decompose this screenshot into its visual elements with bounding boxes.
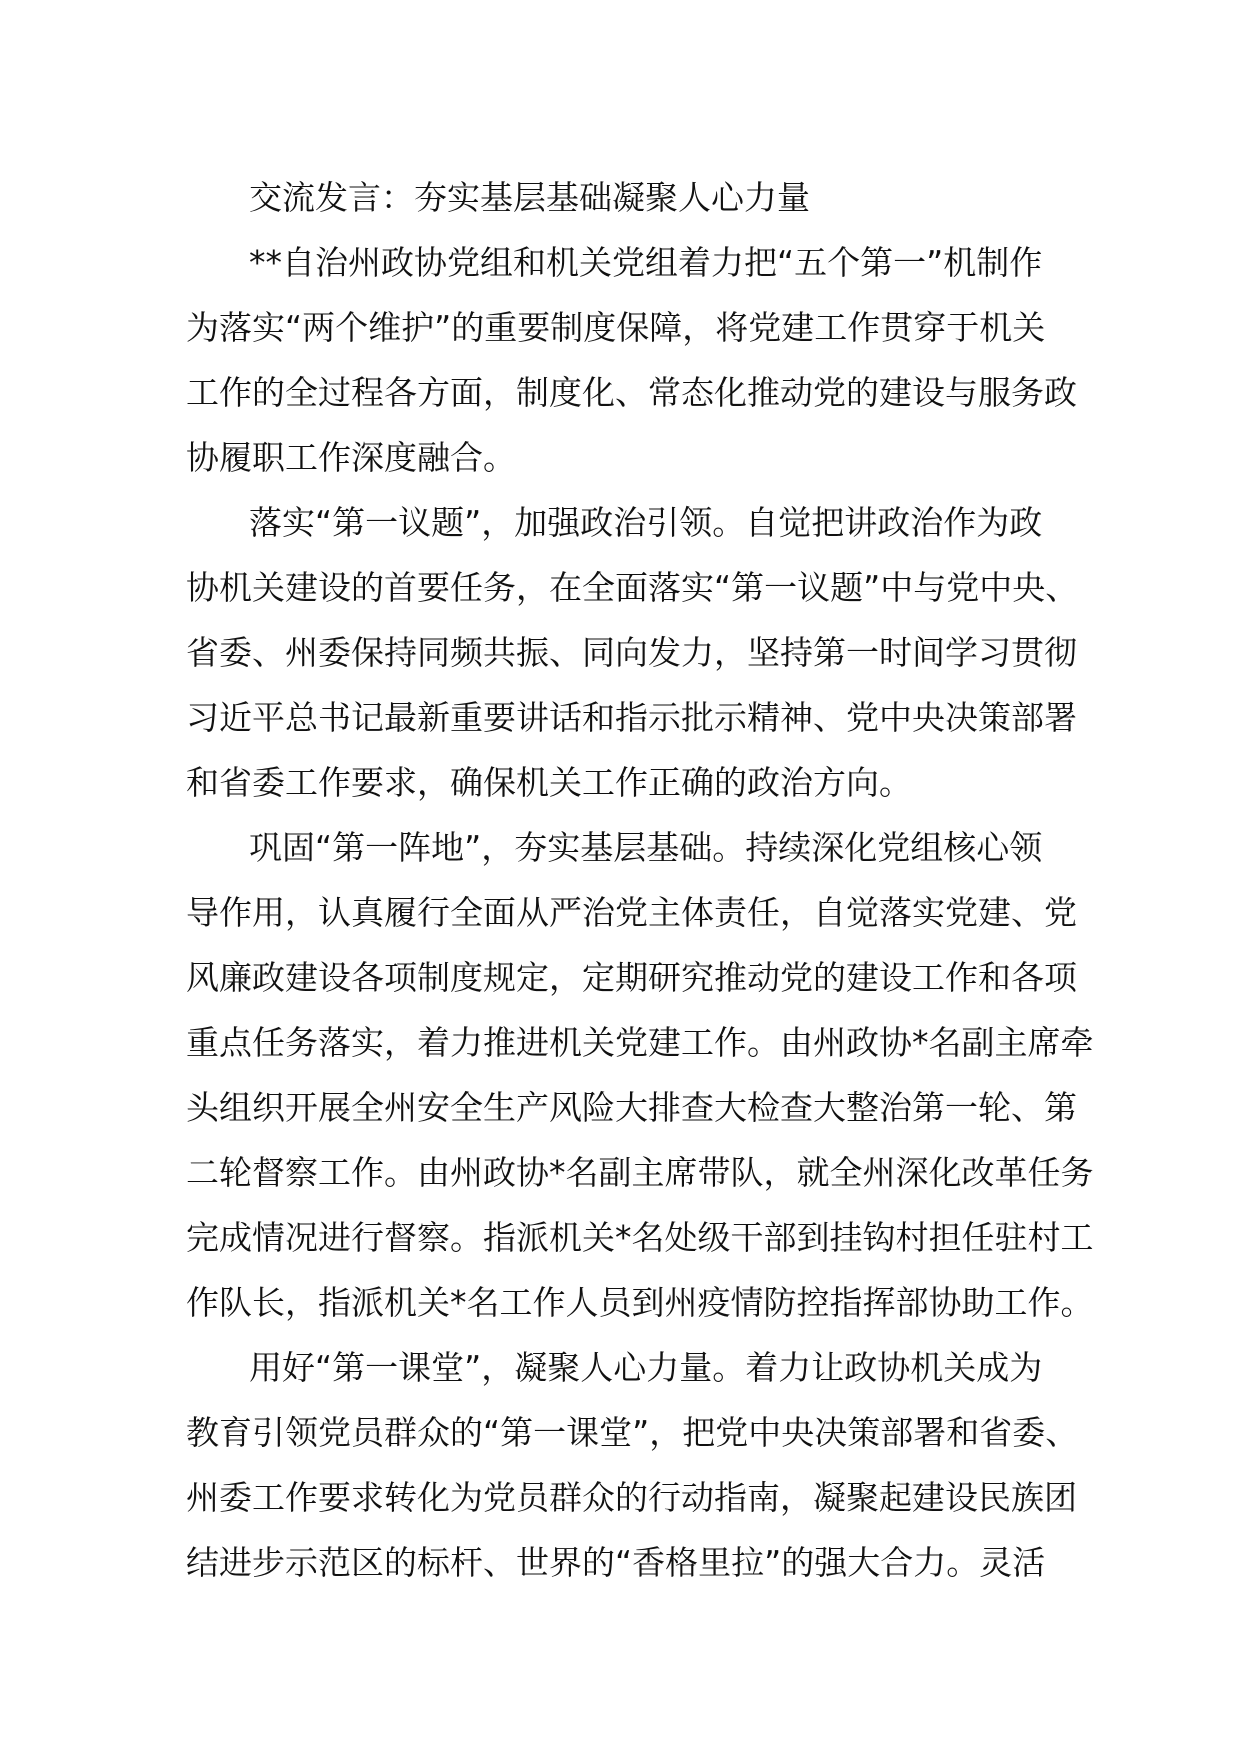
paragraph-line: 落实“第一议题”，加强政治引领。自觉把讲政治作为政 xyxy=(249,503,1043,542)
paragraph-line: 习近平总书记最新重要讲话和指示批示精神、党中央决策部署 xyxy=(186,698,1077,737)
paragraph-line: 风廉政建设各项制度规定，定期研究推动党的建设工作和各项 xyxy=(186,958,1077,997)
paragraph-line: 协机关建设的首要任务，在全面落实“第一议题”中与党中央、 xyxy=(186,568,1079,607)
paragraph-line: 结进步示范区的标杆、世界的“香格里拉”的强大合力。灵活 xyxy=(186,1543,1046,1582)
paragraph-line: 完成情况进行督察。指派机关*名处级干部到挂钩村担任驻村工 xyxy=(186,1218,1094,1257)
paragraph-line: **自治州政协党组和机关党组着力把“五个第一”机制作 xyxy=(249,243,1043,282)
paragraph-line: 为落实“两个维护”的重要制度保障，将党建工作贯穿于机关 xyxy=(186,308,1046,347)
paragraph-line: 二轮督察工作。由州政协*名副主席带队，就全州深化改革任务 xyxy=(186,1153,1094,1192)
paragraph-line: 教育引领党员群众的“第一课堂”，把党中央决策部署和省委、 xyxy=(186,1413,1079,1452)
paragraph-line: 工作的全过程各方面，制度化、常态化推动党的建设与服务政 xyxy=(186,373,1077,412)
document-body xyxy=(186,165,1094,1595)
paragraph-line: 头组织开展全州安全生产风险大排查大检查大整治第一轮、第 xyxy=(186,1088,1077,1127)
document-title: 交流发言：夯实基层基础凝聚人心力量 xyxy=(249,178,810,217)
paragraph-line: 协履职工作深度融合。 xyxy=(186,438,516,477)
paragraph-line: 州委工作要求转化为党员群众的行动指南，凝聚起建设民族团 xyxy=(186,1478,1077,1517)
paragraph-line: 重点任务落实，着力推进机关党建工作。由州政协*名副主席牵 xyxy=(186,1023,1094,1062)
paragraph-line: 导作用，认真履行全面从严治党主体责任，自觉落实党建、党 xyxy=(186,893,1077,932)
paragraph-line: 作队长，指派机关*名工作人员到州疫情防控指挥部协助工作。 xyxy=(186,1283,1094,1322)
paragraph-line: 用好“第一课堂”，凝聚人心力量。着力让政协机关成为 xyxy=(249,1348,1043,1387)
paragraph-line: 和省委工作要求，确保机关工作正确的政治方向。 xyxy=(186,763,912,802)
paragraph-line: 巩固“第一阵地”，夯实基层基础。持续深化党组核心领 xyxy=(249,828,1043,867)
paragraph-line: 省委、州委保持同频共振、同向发力，坚持第一时间学习贯彻 xyxy=(186,633,1077,672)
